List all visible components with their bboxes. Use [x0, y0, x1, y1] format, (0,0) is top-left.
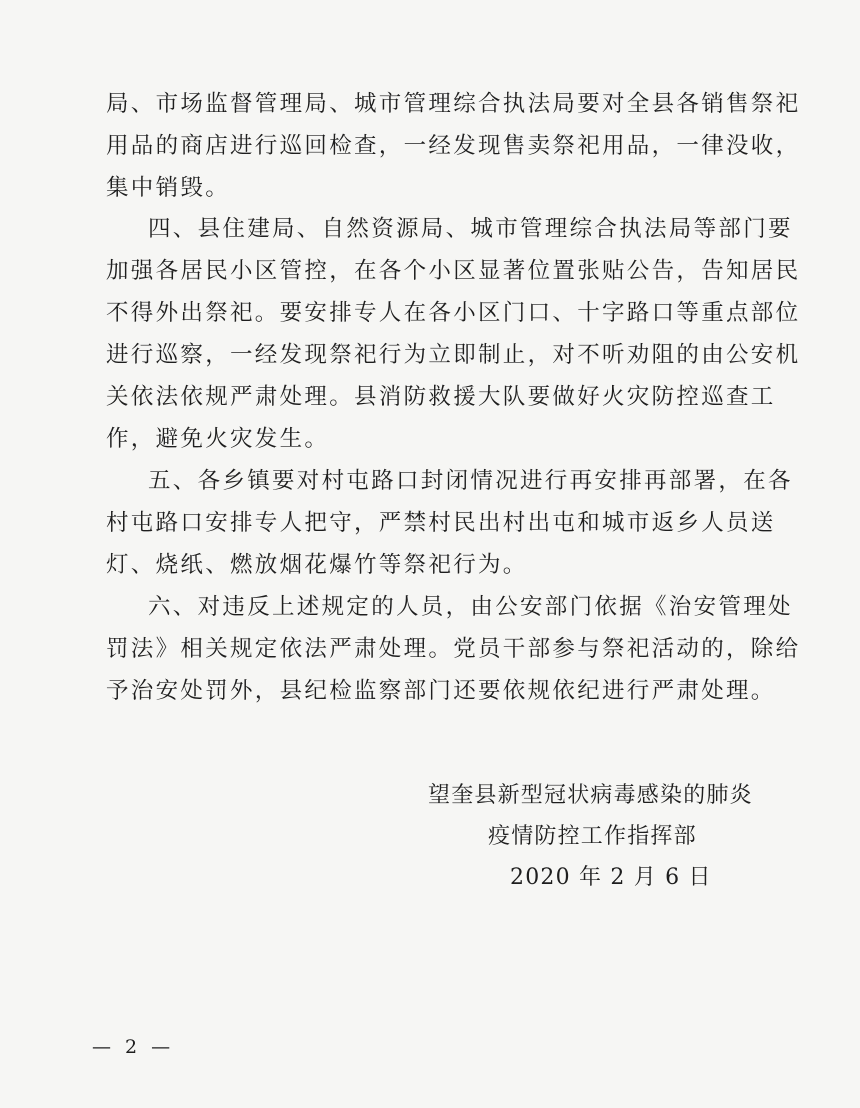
paragraph-4-line-6: 作，避免火灾发生。: [106, 426, 330, 452]
issuer-name-line-1: 望奎县新型冠状病毒感染的肺炎: [428, 783, 753, 808]
paragraph-6-line-2: 罚法》相关规定依法严肃处理。党员干部参与祭祀活动的，除给: [106, 636, 801, 662]
paragraph-4-line-4: 进行巡察，一经发现祭祀行为立即制止，对不听劝阻的由公安机: [106, 342, 801, 368]
paragraph-6-line-3: 予治安处罚外，县纪检监察部门还要依规依纪进行严肃处理。: [106, 678, 776, 704]
paragraph-3-line-1: 局、市场监督管理局、城市管理综合执法局要对全县各销售祭祀: [106, 91, 801, 117]
paragraph-6-line-1: 六、对违反上述规定的人员，由公安部门依据《治安管理处: [148, 594, 793, 620]
paragraph-5-line-1: 五、各乡镇要对村屯路口封闭情况进行再安排再部署，在各: [148, 468, 793, 494]
paragraph-4-line-3: 不得外出祭祀。要安排专人在各小区门口、十字路口等重点部位: [106, 300, 801, 326]
paragraph-4-line-2: 加强各居民小区管控，在各个小区显著位置张贴公告，告知居民: [106, 258, 801, 284]
paragraph-3-line-3: 集中销毁。: [106, 175, 231, 201]
page-number: — 2 —: [92, 1036, 175, 1058]
paragraph-5-line-3: 灯、烧纸、燃放烟花爆竹等祭祀行为。: [106, 552, 528, 578]
issue-date: 2020 年 2 月 6 日: [510, 865, 712, 890]
issuer-name-line-2: 疫情防控工作指挥部: [488, 824, 697, 849]
paragraph-4-line-1: 四、县住建局、自然资源局、城市管理综合执法局等部门要: [148, 216, 793, 242]
paragraph-4-line-5: 关依法依规严肃处理。县消防救援大队要做好火灾防控巡查工: [106, 384, 776, 410]
paragraph-3-line-2: 用品的商店进行巡回检查，一经发现售卖祭祀用品，一律没收，: [106, 133, 801, 159]
paragraph-5-line-2: 村屯路口安排专人把守，严禁村民出村出屯和城市返乡人员送: [106, 510, 776, 536]
